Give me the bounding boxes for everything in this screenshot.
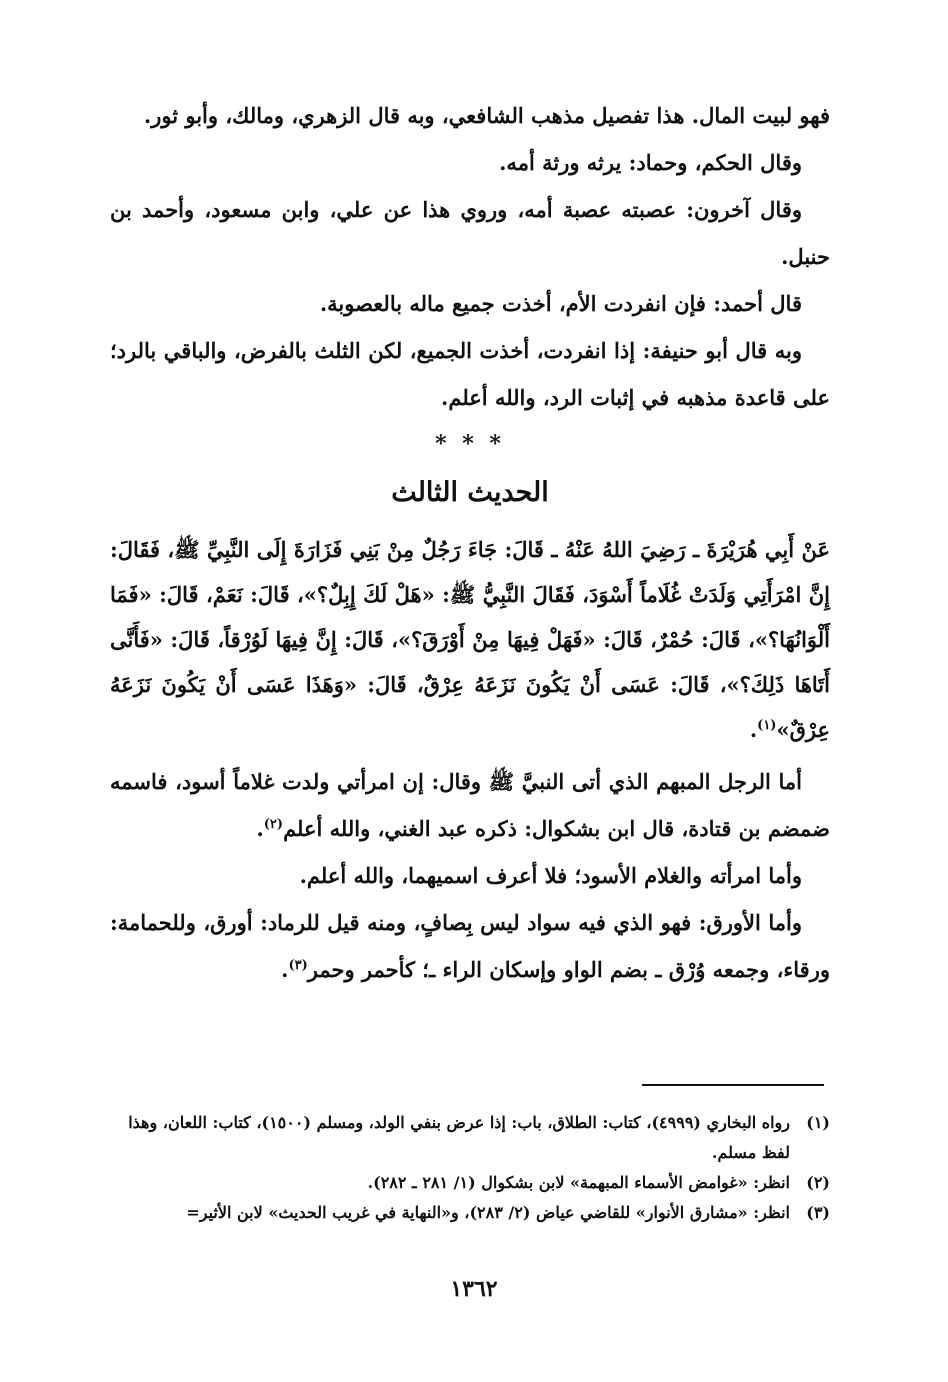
section-separator: * * * [435,431,505,457]
paragraph [110,899,830,993]
footnote-text: رواه البخاري (٤٩٩٩)، كتاب: الطلاق، باب: إذا عرض بنفي الولد، ومسلم (١٥٠٠)، كتاب: اللعان، وهذا لفظ مسلم. [128,1113,790,1162]
paragraph: وقال الحكم، وحماد: يرثه ورثة أمه. [499,150,802,175]
footnote-ref: (٣) [288,958,308,973]
footnote-divider [642,1084,824,1086]
footnote-text: انظر: «غوامض الأسماء المبهمة» لابن بشكوال (١/ ٢٨١ ـ ٢٨٢). [367,1173,790,1192]
footnote-number: (٢) [806,1173,830,1192]
top-text-block [110,92,830,421]
section-title: الحديث الثالث [391,477,549,508]
footnote-item [110,1168,830,1198]
commentary-block [110,758,830,993]
paragraph-end: . [281,957,289,982]
paragraph: وقال آخرون: عصبته عصبة أمه، وروي هذا عن علي، وابن مسعود، وأحمد بن حنبل. [110,197,830,269]
footnote-number: (١) [806,1113,830,1132]
paragraph-text: أما الرجل المبهم الذي أتى النبيَّ ﷺ وقال: إن امرأتي ولدت غلاماً أسود، فاسمه ضمضم بن قتادة، قال ابن بشكوال: ذكره عبد الغني، والله أعلم [110,769,830,841]
paragraph [110,758,830,852]
footnote-ref: (٢) [263,817,284,832]
paragraph: فهو لبيت المال. هذا تفصيل مذهب الشافعي، وبه قال الزهري، ومالك، وأبو ثور. [143,103,830,128]
footnote-ref: (١) [757,718,777,733]
footnote-item [110,1198,830,1228]
paragraph-text: وأما امرأته والغلام الأسود؛ فلا أعرف اسميهما، والله أعلم. [299,863,802,888]
page-number: ١٣٦٢ [450,1276,498,1302]
hadith-body: عَنْ أَبِي هُرَيْرَةَ ـ رَضِيَ اللهُ عَنْهُ ـ قَالَ: جَاءَ رَجُلٌ مِنْ بَنِي فَزَارَةَ إِلَى النَّبِيِّ ﷺ، فَقَالَ: إِنَّ امْرَأَتِي وَلَدَتْ غُلَاماً أَسْوَدَ، فَقَالَ النَّبِيُّ ﷺ: «هَلْ لَكَ إِبِلٌ؟»، قَالَ: نَعَمْ، قَالَ: «فَمَا أَلْوَانُهَا؟»، قَالَ: حُمْرٌ، قَالَ: «فَهَلْ فِيهَا مِنْ أَوْرَقَ؟»، قَالَ: إِنَّ فِيهَا لَوُرْقاً، قَالَ: «فَأَنَّى أَتَاهَا ذَلِكَ؟»، قَالَ: عَسَى أَنْ يَكُونَ نَزَعَهُ عِرْقٌ، قَالَ: «وَهَذَا عَسَى أَنْ يَكُونَ نَزَعَهُ عِرْقٌ» [110,537,830,742]
footnotes [110,1108,830,1228]
footnote-item [110,1108,830,1168]
paragraph [110,852,830,899]
hadith-text: عَنْ أَبِي هُرَيْرَةَ ـ رَضِيَ اللهُ عَنْهُ ـ قَالَ: جَاءَ رَجُلٌ مِنْ بَنِي فَزَارَةَ إِلَى النَّبِيِّ ﷺ، فَقَالَ: إِنَّ امْرَأَتِي وَلَدَتْ غُلَاماً أَسْوَدَ، فَقَالَ النَّبِيُّ ﷺ: «هَلْ لَكَ إِبِلٌ؟»، قَالَ: نَعَمْ، قَالَ: «فَمَا أَلْوَانُهَا؟»، قَالَ: حُمْرٌ، قَالَ: «فَهَلْ فِيهَا مِنْ أَوْرَقَ؟»، قَالَ: إِنَّ فِيهَا لَوُرْقاً، قَالَ: «فَأَنَّى أَتَاهَا ذَلِكَ؟»، قَالَ: عَسَى أَنْ يَكُونَ نَزَعَهُ عِرْقٌ، قَالَ: «وَهَذَا عَسَى أَنْ يَكُونَ نَزَعَهُ عِرْقٌ»$^{(١)}$. [110,537,830,742]
paragraph: قال أحمد: فإن انفردت الأم، أخذت جميع ماله بالعصوبة. [319,291,802,316]
footnote-number: (٣) [806,1203,830,1222]
footnote-text: انظر: «مشارق الأنوار» للقاضي عياض (٢/ ٢٨٣)، و«النهاية في غريب الحديث» لابن الأثير= [186,1203,790,1222]
paragraph: وبه قال أبو حنيفة: إذا انفردت، أخذت الجميع، لكن الثلث بالفرض، والباقي بالرد؛ على قاعدة مذهبه في إثبات الرد، والله أعلم. [110,338,830,410]
paragraph-text: وأما الأورق: فهو الذي فيه سواد ليس بِصافٍ، ومنه قيل للرماد: أورق، وللحمامة: ورقاء، وجمعه وُرْق ـ بضم الواو وإسكان الراء ـ؛ كأحمر وحمر [110,910,830,982]
paragraph-end: . [256,816,264,841]
